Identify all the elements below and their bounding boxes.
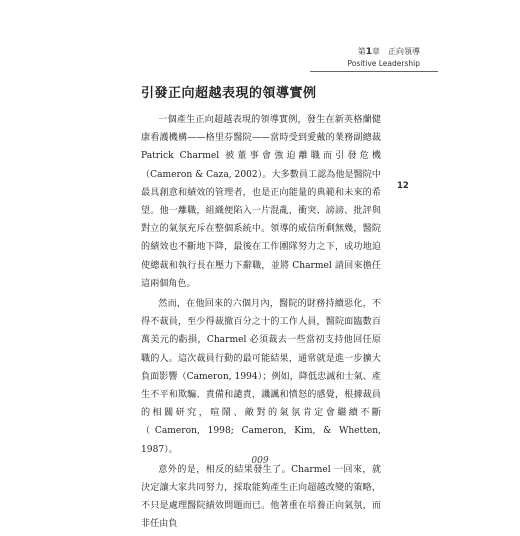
section-heading: 引發正向超越表現的領導實例 — [141, 86, 317, 101]
paragraph-1: 一個產生正向超越表現的領導實例，發生在新英格蘭健康看護機構——格里芬醫院——當時受到愛戴的業務副總裁 Patrick Charmel 被董事會強迫離職而引發危機（Cameron & Caza, 2002）。大多數員工認為他是醫院中最具創意和績效的管理者，也是正向能量的典範和未來的希望。他一離職，組織便陷入一片混亂，衝突、謗謗、批評與對立的氣氛充斥在整個系統中。領導的威信所剩無幾，醫院的績效也不斷地下降，最後在工作團隊努力之下，成功地迫使總裁和執行長在壓力下辭職，並將 Charmel 請回來擔任這兩個角色。 — [141, 115, 381, 289]
chapter-label-pre: 第 — [357, 47, 366, 56]
running-header — [347, 46, 420, 69]
paragraph-3: 意外的是，相反的結果發生了。Charmel 一回來，就決定讓大家共同努力，採取能夠產生正向超越改變的策略，不只是處理醫院績效問題而已。他著重在培養正向氣氛，而非任由負 — [141, 464, 381, 530]
header-divider — [310, 71, 438, 72]
chapter-subtitle: Positive Leadership — [347, 59, 420, 68]
side-page-number: 12 — [397, 181, 409, 191]
chapter-label-post: 章 正向領導 — [372, 47, 420, 56]
chapter-title — [347, 46, 420, 58]
folio-page-number: 009 — [251, 456, 269, 466]
body-text — [141, 111, 381, 536]
chapter-number: 1 — [365, 47, 372, 57]
paragraph-2: 然而，在他回來的六個月內，醫院的財務持續惡化，不得不裁員，至少得裁撤百分之十的工作人員，醫院面臨數百萬美元的虧損，Charmel 必須裁去一些當初支持他回任原職的人。這次裁員行動的最可能結果，通常就是進一步擴大負面影響（Cameron, 1994）；例如，降低忠誠和士氣、產生不平和欺騙、責備和譴責，譏諷和憤怒的感覺，根據裁員的相關研究，喧鬧、敵對的氣氛肯定會繼續不斷（Cameron, 1998; Cameron, Kim, & Whetten, 1987）。 — [141, 299, 381, 455]
